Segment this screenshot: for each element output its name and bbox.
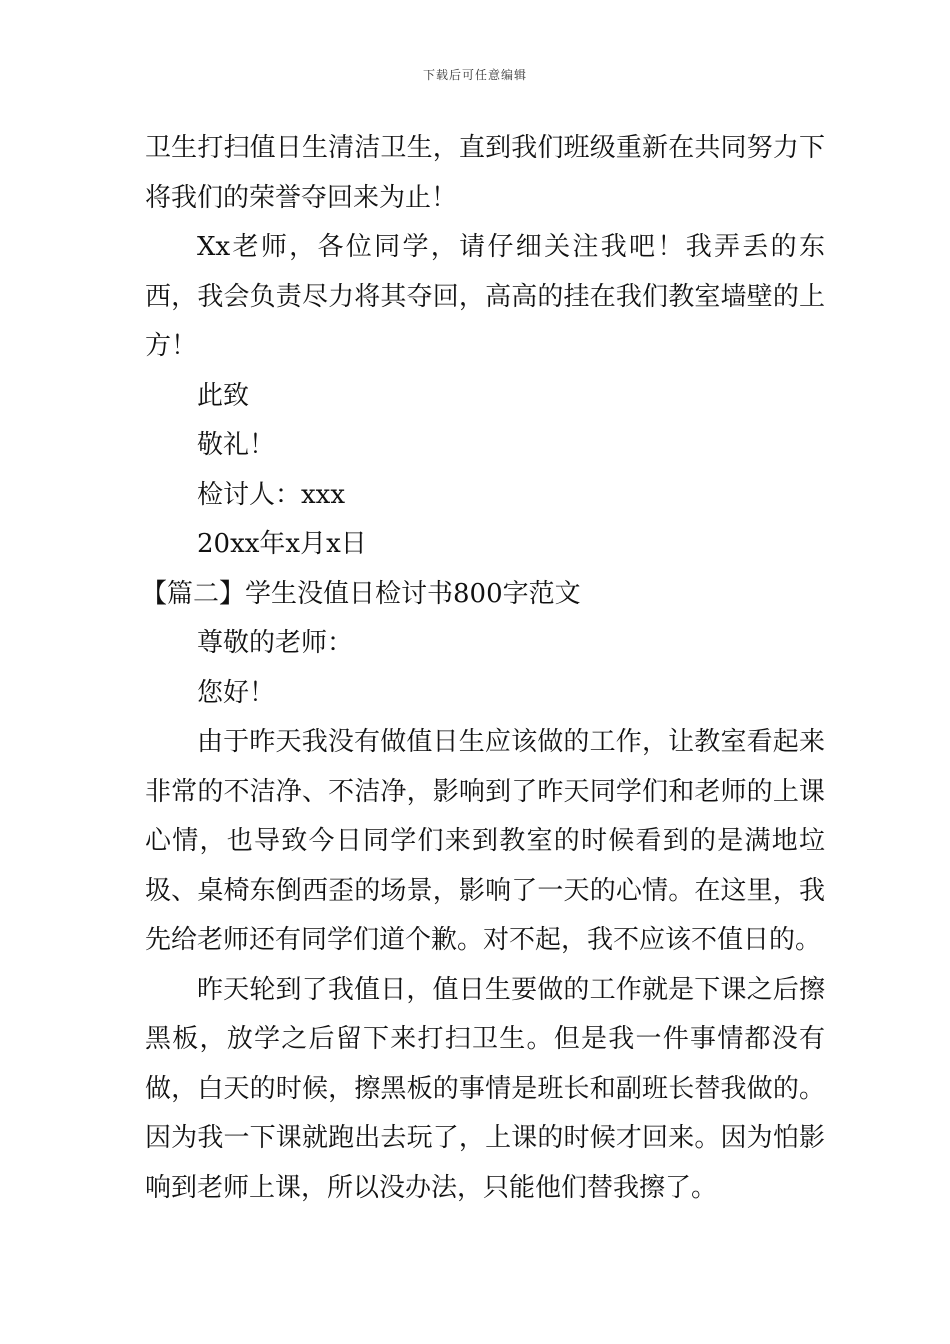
closing-line-1: 此致 — [197, 380, 250, 411]
paragraph-apology: 由于昨天我没有做值日生应该做的工作，让教室看起来非常的不洁净、不洁净，影响到了昨天同学们和老师的上课心情，也导致今日同学们来到教室的时候看到的是满地垃圾、桌椅东倒西歪的场景，影响了一天的心情。在这里，我先给老师还有同学们道个歉。对不起，我不应该不值日的。 — [145, 727, 825, 955]
paragraph-explanation: 昨天轮到了我值日，值日生要做的工作就是下课之后擦黑板，放学之后留下来打扫卫生。但是我一件事情都没有做，白天的时候，擦黑板的事情是班长和副班长替我做的。因为我一下课就跑出去玩了，上课的时候才回来。因为怕影响到老师上课，所以没办法，只能他们替我擦了。 — [145, 974, 825, 1203]
document-body — [141, 124, 825, 1213]
page-header-note: 下载后可任意编辑 — [422, 68, 527, 82]
salutation: 尊敬的老师： — [197, 628, 354, 658]
signer-line: 检讨人：xxx — [197, 479, 345, 510]
paragraph-continued: 卫生打扫值日生清洁卫生，直到我们班级重新在共同努力下将我们的荣誉夺回来为止！ — [145, 133, 825, 213]
closing-line-2: 敬礼！ — [197, 430, 276, 460]
paragraph-appeal: Xx老师，各位同学，请仔细关注我吧！我弄丢的东西，我会负责尽力将其夺回，高高的挂在我们教室墙壁的上方！ — [145, 232, 825, 361]
greeting: 您好！ — [197, 677, 276, 708]
section-heading: 【篇二】学生没值日检讨书800字范文 — [141, 578, 581, 609]
date-line: 20xx年x月x日 — [197, 529, 367, 559]
